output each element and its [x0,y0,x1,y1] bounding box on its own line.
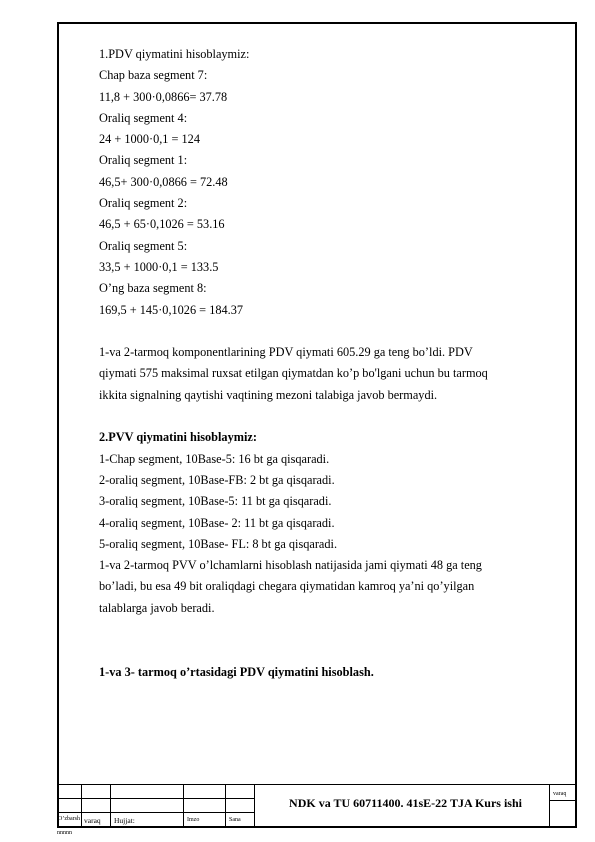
pdv-line: 46,5 + 65·0,1026 = 53.16 [99,217,225,232]
title-block-col-line [183,784,184,828]
pvv-heading: 2.PVV qiymatini hisoblaymiz: [99,430,257,445]
col-ozgarish-label: O’zbarsh [58,816,80,822]
pvv-conclusion-line: talablarga javob beradi. [99,600,215,615]
pvv-conclusion-line: 1-va 2-tarmoq PVV o’lchamlarni hisoblash natijasida jami qiymati 48 ga teng [99,558,482,573]
title-block-col-line [81,784,82,828]
pdv-line: Oraliq segment 4: [99,110,188,125]
title-block-col-line [254,784,255,828]
pdv-conclusion-line: ikkita signalning qaytishi vaqtining mezoni talabiga javob bermaydi. [99,387,438,402]
pdv-heading: 1.PDV qiymatini hisoblaymiz: [99,47,250,61]
spacer [99,406,559,427]
spacer [99,619,559,640]
pvv-line: 2-oraliq segment, 10Base-FB: 2 bt ga qisqaradi. [99,472,335,487]
title-block-top-border [57,784,577,785]
pdv-conclusion-line: 1-va 2-tarmoq komponentlarining PDV qiymati 605.29 ga teng bo’ldi. PDV [99,345,473,360]
spacer [99,640,559,661]
col-sana-label: Sana [229,817,241,823]
pdv-line: O’ng baza segment 8: [99,281,207,296]
pdv-line: Chap baza segment 7: [99,68,208,83]
pdv-line: 33,5 + 1000·0,1 = 133.5 [99,259,219,274]
page-label: varaq [553,791,567,797]
col-varaq-label: varaq [84,816,101,825]
pvv-conclusion-line: bo’ladi, bu esa 49 bit oraliqdagi chegara qiymatidan kamroq ya’ni qo’yilgan [99,579,475,594]
pdv-line: 46,5+ 300·0,0866 = 72.48 [99,174,228,189]
title-block-col-line [225,784,226,828]
pdv-line: 169,5 + 145·0,1026 = 184.37 [99,302,244,317]
below-frame-label: nnnnn [57,830,72,836]
pdv-line: Oraliq segment 1: [99,153,188,168]
title-block [57,784,577,828]
next-section-heading: 1-va 3- tarmoq o’rtasidagi PDV qiymatini hisoblash. [99,664,374,679]
pdv-line: 11,8 + 300·0,0866= 37.78 [99,89,228,104]
pdv-line: Oraliq segment 2: [99,196,188,211]
spacer [99,321,559,342]
col-hujjat-label: Hujjat: [114,816,135,825]
pvv-line: 4-oraliq segment, 10Base- 2: 11 bt ga qisqaradi. [99,515,335,530]
title-block-col-line [110,784,111,828]
pdv-line: 24 + 1000·0,1 = 124 [99,132,200,147]
col-imzo-label: Imzo [187,817,200,823]
document-body [99,44,559,683]
title-block-col-line [549,784,550,828]
pvv-line: 1-Chap segment, 10Base-5: 16 bt ga qisqaradi. [99,451,330,466]
pvv-line: 5-oraliq segment, 10Base- FL: 8 bt ga qisqaradi. [99,536,338,551]
pvv-line: 3-oraliq segment, 10Base-5: 11 bt ga qisqaradi. [99,494,332,509]
pdv-conclusion-line: qiymati 575 maksimal ruxsat etilgan qiymatdan ko’p bo'lgani uchun bu tarmoq [99,366,488,381]
document-title: NDK va TU 60711400. 41sE-22 TJA Kurs ishi [289,796,522,810]
pdv-line: Oraliq segment 5: [99,238,188,253]
page-cell-divider [549,800,577,801]
